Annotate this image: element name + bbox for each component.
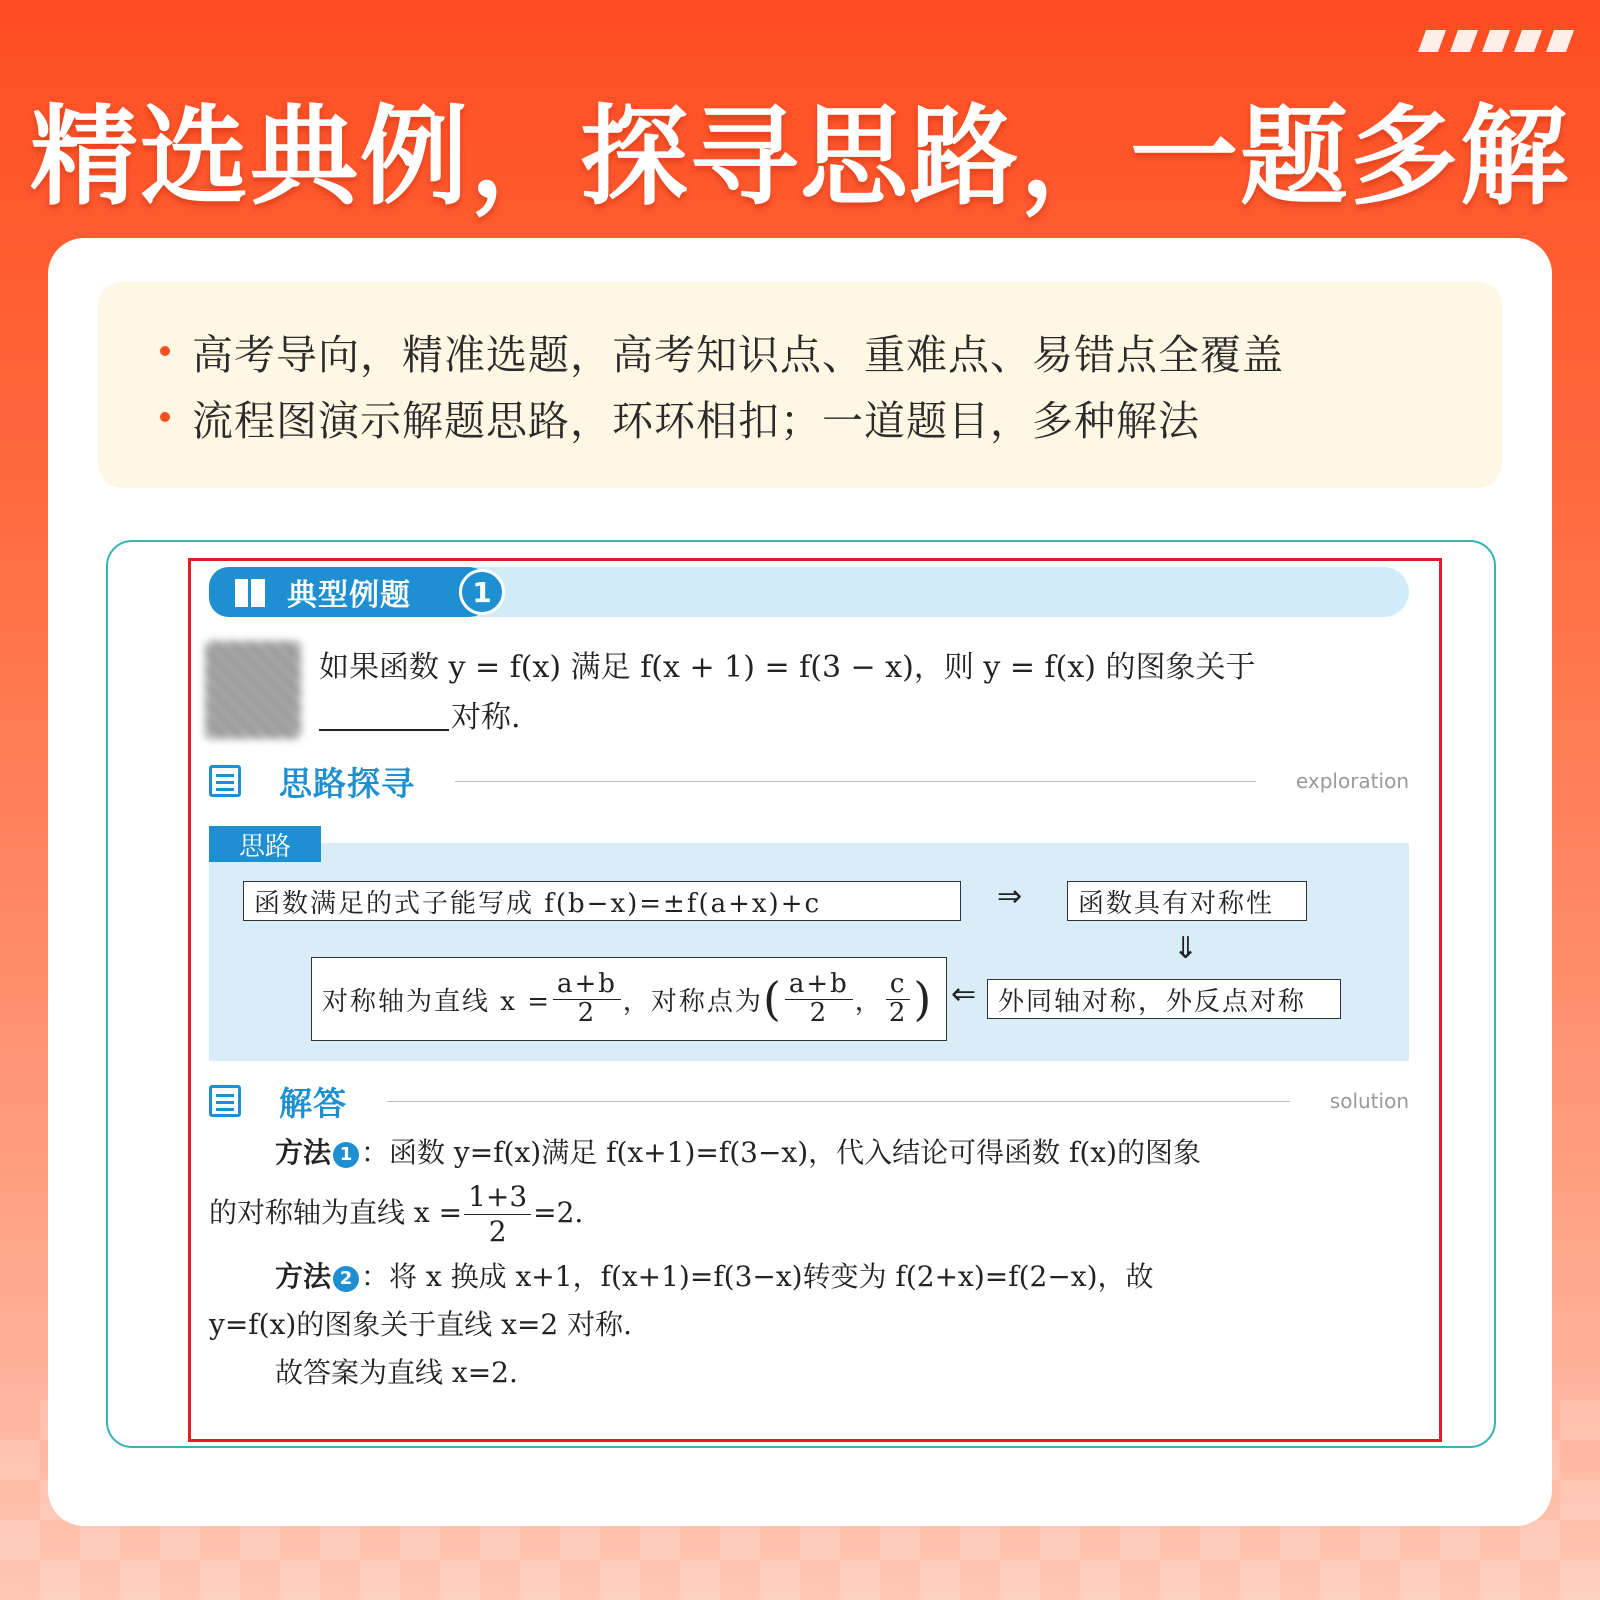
question-tail: 对称. bbox=[451, 700, 521, 735]
bullet-dot-icon bbox=[160, 412, 170, 422]
fraction-numerator: a+b bbox=[553, 971, 621, 999]
method-label: 方法 bbox=[275, 1136, 332, 1169]
method-1-text: ：函数 y=f(x)满足 f(x+1)=f(3−x)，代入结论可得函数 f(x)的图象 bbox=[361, 1136, 1202, 1169]
arrow-right-icon: ⇒ bbox=[997, 879, 1023, 914]
solution-title: 解答 bbox=[279, 1083, 347, 1123]
divider bbox=[387, 1101, 1290, 1102]
fraction-numerator: a+b bbox=[785, 971, 853, 999]
qr-code-icon bbox=[205, 641, 301, 739]
question-line-1: 如果函数 y = f(x) 满足 f(x + 1) = f(3 − x)，则 y = f(x) 的图象关于 bbox=[319, 650, 1256, 685]
answer-blank bbox=[319, 701, 449, 731]
flow-box-condition: 函数满足的式子能写成 f(b−x)=±f(a+x)+c bbox=[243, 881, 961, 921]
fraction bbox=[553, 971, 621, 1027]
method-2-line-2: y=f(x)的图象关于直线 x=2 对称. bbox=[209, 1308, 633, 1341]
fraction-denominator: 2 bbox=[488, 1215, 507, 1248]
fraction bbox=[785, 971, 853, 1027]
content-card bbox=[48, 238, 1552, 1526]
list-icon bbox=[209, 1085, 241, 1117]
flow-box-rule: 外同轴对称，外反点对称 bbox=[987, 979, 1341, 1019]
method-2-badge: 2 bbox=[333, 1266, 359, 1292]
banner-pill bbox=[209, 567, 493, 617]
sample-page bbox=[106, 540, 1496, 1448]
method-1-line-1 bbox=[209, 1129, 1409, 1177]
slash-decoration bbox=[1422, 30, 1570, 52]
solution-en-label: solution bbox=[1329, 1089, 1409, 1113]
method-2-text: ：将 x 换成 x+1，f(x+1)=f(3−x)转变为 f(2+x)=f(2−x)，故 bbox=[361, 1260, 1154, 1293]
flow-box-symmetry: 函数具有对称性 bbox=[1067, 881, 1307, 921]
method-1-tail: =2. bbox=[533, 1196, 584, 1229]
fraction-denominator: 2 bbox=[888, 997, 908, 1028]
thinking-tag: 思路 bbox=[209, 826, 321, 862]
list-icon bbox=[209, 765, 241, 797]
arrow-down-icon: ⇓ bbox=[1173, 931, 1199, 966]
exploration-title: 思路探寻 bbox=[279, 763, 415, 803]
question-line-2 bbox=[319, 693, 1399, 743]
banner-title: 典型例题 bbox=[287, 578, 411, 613]
exploration-en-label: exploration bbox=[1295, 769, 1409, 793]
divider bbox=[455, 781, 1256, 782]
result-comma: ， bbox=[854, 986, 883, 1017]
fraction-numerator: 1+3 bbox=[464, 1180, 531, 1215]
question-text bbox=[319, 643, 1399, 743]
feature-item bbox=[160, 318, 1502, 384]
fraction-denominator: 2 bbox=[809, 997, 829, 1028]
flowchart bbox=[209, 843, 1409, 1061]
paren-close: ) bbox=[913, 972, 934, 1026]
flow-box-result bbox=[311, 957, 947, 1041]
exploration-header bbox=[209, 761, 1409, 801]
method-label: 方法 bbox=[275, 1260, 332, 1293]
feature-list bbox=[98, 282, 1502, 488]
book-icon bbox=[235, 577, 265, 607]
fraction-denominator: 2 bbox=[577, 997, 597, 1028]
solution-body bbox=[209, 1129, 1409, 1397]
solution-header bbox=[209, 1081, 1409, 1121]
method-1-line-2-text: 的对称轴为直线 x = bbox=[209, 1196, 463, 1229]
method-1-line-2 bbox=[209, 1177, 1409, 1249]
headline: 精选典例，探寻思路，一题多解 bbox=[29, 95, 1570, 220]
arrow-left-icon: ⇐ bbox=[951, 977, 977, 1012]
feature-text: 流程图演示解题思路，环环相扣；一道题目，多种解法 bbox=[192, 396, 1200, 445]
example-banner bbox=[209, 567, 1409, 617]
fraction-numerator: c bbox=[886, 971, 911, 999]
highlight-frame bbox=[188, 558, 1442, 1442]
feature-item bbox=[160, 384, 1502, 450]
method-1-badge: 1 bbox=[333, 1142, 359, 1168]
method-2-line-1 bbox=[209, 1253, 1409, 1301]
fraction bbox=[464, 1180, 531, 1248]
feature-text: 高考导向，精准选题，高考知识点、重难点、易错点全覆盖 bbox=[192, 330, 1284, 379]
example-number-badge: 1 bbox=[459, 569, 505, 615]
bullet-dot-icon bbox=[160, 346, 170, 356]
result-middle: ，对称点为 bbox=[622, 986, 763, 1017]
paren-open: ( bbox=[762, 972, 783, 1026]
conclusion: 故答案为直线 x=2. bbox=[275, 1356, 518, 1389]
fraction bbox=[885, 971, 912, 1027]
result-prefix: 对称轴为直线 x = bbox=[322, 986, 551, 1017]
